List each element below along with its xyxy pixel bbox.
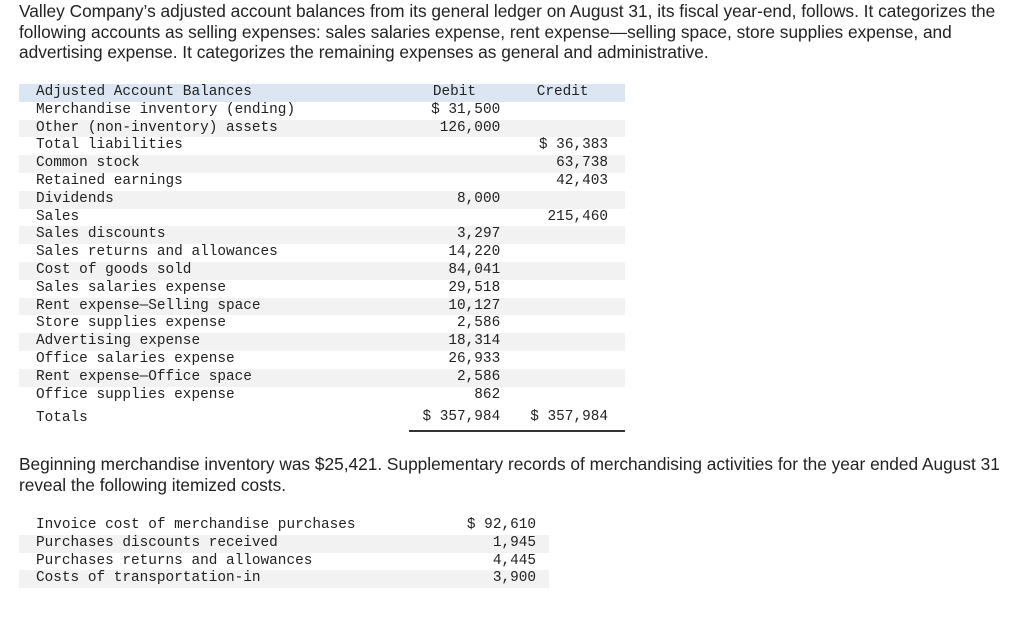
row-label: Sales xyxy=(36,208,80,225)
supplementary-paragraph: Beginning merchandise inventory was $25,421. Supplementary records of merchandising activities for the year ended August 31 reveal the following itemized costs. xyxy=(19,454,1000,495)
table-row xyxy=(19,209,625,227)
row-debit: 2,586 xyxy=(457,315,501,332)
row-debit xyxy=(409,173,501,191)
row-debit: 14,220 xyxy=(448,244,501,261)
row-debit: 126,000 xyxy=(409,120,501,138)
table-row xyxy=(19,387,625,405)
row-label: Invoice cost of merchandise purchases xyxy=(36,517,356,533)
table-row xyxy=(19,315,625,333)
row-debit: 2,586 xyxy=(409,369,501,387)
table-row xyxy=(19,553,549,571)
table-row xyxy=(19,369,625,387)
totals-credit: $ 357,984 xyxy=(500,404,625,431)
row-credit xyxy=(500,280,625,298)
row-label: Rent expense—Selling space xyxy=(19,298,409,316)
row-label: Costs of transportation-in xyxy=(19,570,446,588)
row-label: Office supplies expense xyxy=(36,386,235,403)
adjusted-balances-table xyxy=(19,84,625,432)
row-label: Purchases discounts received xyxy=(19,535,446,553)
row-label: Merchandise inventory (ending) xyxy=(36,101,296,118)
row-debit: 862 xyxy=(474,386,501,403)
table-row xyxy=(19,120,625,138)
row-credit: 63,738 xyxy=(500,155,625,173)
header-debit: Debit xyxy=(409,84,501,102)
row-credit xyxy=(500,369,625,387)
totals-row xyxy=(19,404,625,431)
table-row xyxy=(19,351,625,369)
table-row xyxy=(19,333,625,351)
row-credit xyxy=(500,102,625,120)
header-credit: Credit xyxy=(500,84,625,102)
row-label: Other (non-inventory) assets xyxy=(19,120,409,138)
row-debit: 8,000 xyxy=(409,191,501,209)
row-credit xyxy=(500,244,625,262)
table-row xyxy=(19,137,625,155)
row-debit xyxy=(409,209,501,227)
table-row xyxy=(19,517,549,535)
table-row xyxy=(19,226,625,244)
row-credit: 215,460 xyxy=(547,208,608,225)
row-debit: 18,314 xyxy=(409,333,501,351)
row-label: Dividends xyxy=(19,191,409,209)
table-row xyxy=(19,280,625,298)
row-debit: 10,127 xyxy=(409,298,501,316)
row-credit: $ 36,383 xyxy=(538,137,608,154)
table-row xyxy=(19,173,625,191)
row-debit: 3,297 xyxy=(409,226,501,244)
table-row xyxy=(19,535,549,553)
row-credit xyxy=(500,387,625,405)
table-row xyxy=(19,262,625,280)
row-label: Sales returns and allowances xyxy=(36,244,278,261)
row-debit: 29,518 xyxy=(448,279,501,296)
row-debit: 26,933 xyxy=(448,350,501,367)
totals-label: Totals xyxy=(19,404,409,431)
row-debit xyxy=(409,155,501,173)
row-label: Retained earnings xyxy=(36,172,183,189)
row-label: Store supplies expense xyxy=(36,315,226,332)
table-row xyxy=(19,570,549,588)
row-credit xyxy=(500,120,625,138)
row-label: Common stock xyxy=(19,155,409,173)
table-row xyxy=(19,155,625,173)
table-row xyxy=(19,298,625,316)
row-debit: 84,041 xyxy=(409,262,501,280)
row-label: Purchases returns and allowances xyxy=(36,552,313,569)
row-amount: 4,445 xyxy=(492,552,536,569)
row-label: Total liabilities xyxy=(36,137,183,154)
row-debit: $ 31,500 xyxy=(431,101,501,118)
row-credit xyxy=(500,315,625,333)
table-header-row xyxy=(19,84,625,102)
row-credit xyxy=(500,262,625,280)
table-row xyxy=(19,102,625,120)
purchases-table xyxy=(19,517,549,588)
row-label: Sales discounts xyxy=(19,226,409,244)
row-credit xyxy=(500,351,625,369)
row-amount: 1,945 xyxy=(446,535,549,553)
row-amount: 3,900 xyxy=(446,570,549,588)
intro-paragraph: Valley Company’s adjusted account balances from its general ledger on August 31, its fiscal year-end, follows. It categorizes the following accounts as selling expenses: sales salaries expense, rent expense—selling space, store supplies expense, and advertising expense. It categorizes the remaining expenses as general and administrative. xyxy=(19,1,996,62)
row-label: Cost of goods sold xyxy=(19,262,409,280)
row-credit xyxy=(500,226,625,244)
row-label: Office salaries expense xyxy=(36,350,235,367)
table-row xyxy=(19,191,625,209)
totals-debit: $ 357,984 xyxy=(409,404,501,431)
row-label: Advertising expense xyxy=(19,333,409,351)
row-amount: $ 92,610 xyxy=(466,517,536,533)
row-credit xyxy=(500,191,625,209)
row-debit xyxy=(409,137,501,155)
row-credit xyxy=(500,298,625,316)
header-label: Adjusted Account Balances xyxy=(19,84,409,102)
row-credit: 42,403 xyxy=(556,172,608,189)
row-credit xyxy=(500,333,625,351)
row-label: Sales salaries expense xyxy=(36,279,226,296)
row-label: Rent expense—Office space xyxy=(19,369,409,387)
table-row xyxy=(19,244,625,262)
